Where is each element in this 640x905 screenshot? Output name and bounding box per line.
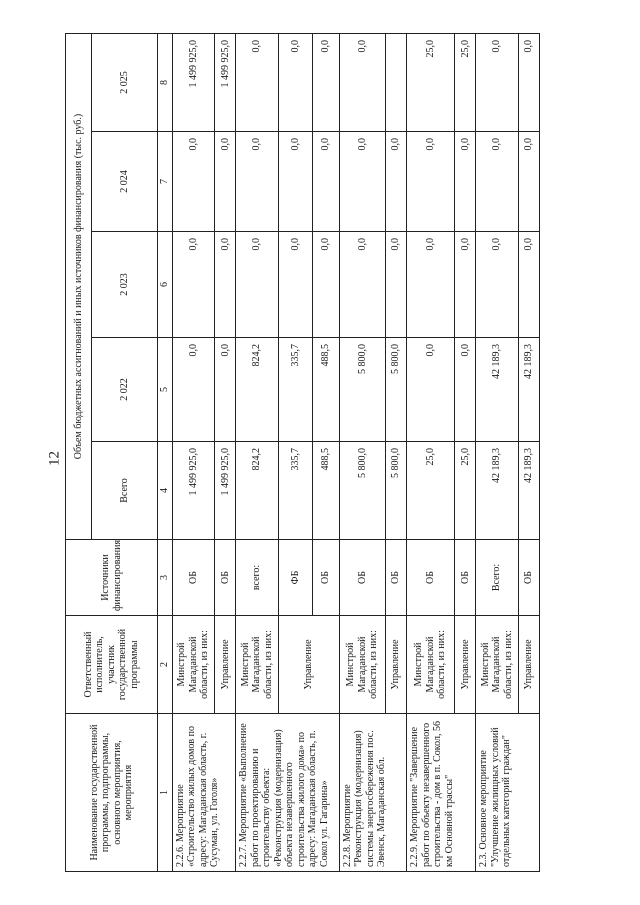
header-year-2022: 2 022 bbox=[92, 338, 158, 442]
executor-cell: Минстрой Магаданской области, из них: bbox=[407, 616, 455, 714]
executor-cell: Минстрой Магаданской области, из них: bbox=[339, 616, 385, 714]
table-row bbox=[172, 34, 215, 872]
table-row bbox=[339, 34, 385, 872]
amount-cell: 0,0 bbox=[313, 232, 340, 338]
amount-cell: 0,0 bbox=[385, 232, 406, 338]
amount-cell: 0,0 bbox=[236, 232, 278, 338]
funding-source-cell: ОБ bbox=[518, 540, 539, 616]
amount-cell: 42 189,3 bbox=[476, 338, 518, 442]
executor-cell: Минстрой Магаданской области, из них: bbox=[172, 616, 215, 714]
header-year-total: Всего bbox=[92, 442, 158, 540]
column-index-cell: 7 bbox=[158, 132, 173, 232]
amount-cell: 824,2 bbox=[236, 338, 278, 442]
amount-cell: 0,0 bbox=[455, 232, 476, 338]
header-funding-source: Источники финансирования bbox=[66, 540, 158, 616]
amount-cell: 0,0 bbox=[278, 34, 313, 132]
column-index-cell: 8 bbox=[158, 34, 173, 132]
table-row bbox=[236, 34, 278, 872]
table-body bbox=[172, 34, 540, 872]
activity-name-cell: 2.2.8. Мероприятие "Реконструкция (модернизация) системы энергосбережения пос. Эвенск, Магаданская обл. bbox=[339, 714, 406, 872]
amount-cell: 0,0 bbox=[476, 232, 518, 338]
header-budget-group: Объем бюджетных ассигнований и иных источников финансирования (тыс. руб.) bbox=[66, 34, 92, 540]
funding-source-cell: всего: bbox=[236, 540, 278, 616]
executor-cell: Управление bbox=[518, 616, 539, 714]
column-index-cell: 1 bbox=[158, 714, 173, 872]
amount-cell: 0,0 bbox=[172, 232, 215, 338]
amount-cell: 0,0 bbox=[278, 232, 313, 338]
amount-cell: 0,0 bbox=[313, 132, 340, 232]
funding-source-cell: ОБ bbox=[339, 540, 385, 616]
funding-source-cell: ОБ bbox=[407, 540, 455, 616]
amount-cell: 1 499 925,0 bbox=[172, 442, 215, 540]
amount-cell: 1 499 925,0 bbox=[215, 34, 236, 132]
amount-cell: 0,0 bbox=[172, 338, 215, 442]
column-index-row bbox=[158, 34, 173, 872]
amount-cell: 0,0 bbox=[215, 232, 236, 338]
amount-cell: 0,0 bbox=[518, 232, 539, 338]
amount-cell: 0,0 bbox=[172, 132, 215, 232]
funding-source-cell: ОБ bbox=[313, 540, 340, 616]
amount-cell bbox=[385, 34, 406, 132]
amount-cell: 5 800,0 bbox=[385, 442, 406, 540]
amount-cell: 42 189,3 bbox=[476, 442, 518, 540]
column-index-cell: 6 bbox=[158, 232, 173, 338]
amount-cell: 0,0 bbox=[407, 338, 455, 442]
amount-cell: 0,0 bbox=[236, 132, 278, 232]
amount-cell: 0,0 bbox=[476, 132, 518, 232]
amount-cell: 5 800,0 bbox=[385, 338, 406, 442]
amount-cell: 25,0 bbox=[407, 442, 455, 540]
executor-cell: Управление bbox=[215, 616, 236, 714]
amount-cell: 0,0 bbox=[215, 338, 236, 442]
column-index-cell: 5 bbox=[158, 338, 173, 442]
amount-cell: 0,0 bbox=[385, 132, 406, 232]
amount-cell: 25,0 bbox=[407, 34, 455, 132]
executor-cell: Управление bbox=[385, 616, 406, 714]
activity-name-cell: 2.3. Основное мероприятие "Улучшение жилищных условий отдельных категорий граждан" bbox=[476, 714, 540, 872]
column-index-cell: 2 bbox=[158, 616, 173, 714]
amount-cell: 1 499 925,0 bbox=[172, 34, 215, 132]
amount-cell: 335,7 bbox=[278, 442, 313, 540]
amount-cell: 0,0 bbox=[215, 132, 236, 232]
amount-cell: 25,0 bbox=[455, 442, 476, 540]
funding-source-cell: ОБ bbox=[385, 540, 406, 616]
amount-cell: 0,0 bbox=[407, 232, 455, 338]
activity-name-cell: 2.2.6. Мероприятие «Строительство жилых домов по адресу: Магаданская область, г. Сусуман, ул. Гоголя» bbox=[172, 714, 236, 872]
funding-source-cell: Всего: bbox=[476, 540, 518, 616]
amount-cell: 25,0 bbox=[455, 34, 476, 132]
header-program-name: Наименование государственной программы, подпрограммы, основного мероприятия, мероприятия bbox=[66, 714, 158, 872]
amount-cell: 0,0 bbox=[455, 132, 476, 232]
table-row bbox=[407, 34, 455, 872]
amount-cell: 335,7 bbox=[278, 338, 313, 442]
header-year-2023: 2 023 bbox=[92, 232, 158, 338]
executor-cell: Минстрой Магаданской области, из них: bbox=[236, 616, 278, 714]
funding-source-cell: ОБ bbox=[172, 540, 215, 616]
activity-name-cell: 2.2.9. Мероприятие "Завершение работ по объекту незавершенного строительства - дом в п. Сокол, 56 км Основной трассы" bbox=[407, 714, 476, 872]
activity-name-cell: 2.2.7. Мероприятие «Выполнение работ по проектированию и строительству объекта: «Реконструкция (модернизация) объекта незавершенного строительства жилого дома» по адресу: Магаданская область, п. Сокол ул. Гагарина» bbox=[236, 714, 339, 872]
page-number: 12 bbox=[46, 451, 63, 466]
amount-cell: 824,2 bbox=[236, 442, 278, 540]
amount-cell: 0,0 bbox=[407, 132, 455, 232]
amount-cell: 0,0 bbox=[339, 132, 385, 232]
header-executor: Ответственный исполнитель, участник государственной программы bbox=[66, 616, 158, 714]
amount-cell: 5 800,0 bbox=[339, 338, 385, 442]
funding-source-cell: ОБ bbox=[215, 540, 236, 616]
table-row bbox=[476, 34, 518, 872]
header-year-2024: 2 024 bbox=[92, 132, 158, 232]
amount-cell: 0,0 bbox=[339, 232, 385, 338]
amount-cell: 488,5 bbox=[313, 442, 340, 540]
executor-cell: Управление bbox=[455, 616, 476, 714]
funding-source-cell: ОБ bbox=[455, 540, 476, 616]
amount-cell: 42 189,3 bbox=[518, 338, 539, 442]
column-index-cell: 4 bbox=[158, 442, 173, 540]
amount-cell: 1 499 925,0 bbox=[215, 442, 236, 540]
amount-cell: 5 800,0 bbox=[339, 442, 385, 540]
executor-cell: Минстрой Магаданской области, из них: bbox=[476, 616, 518, 714]
amount-cell: 0,0 bbox=[518, 34, 539, 132]
amount-cell: 0,0 bbox=[313, 34, 340, 132]
amount-cell: 0,0 bbox=[455, 338, 476, 442]
amount-cell: 42 189,3 bbox=[518, 442, 539, 540]
amount-cell: 488,5 bbox=[313, 338, 340, 442]
funding-source-cell: ФБ bbox=[278, 540, 313, 616]
amount-cell: 0,0 bbox=[278, 132, 313, 232]
amount-cell: 0,0 bbox=[476, 34, 518, 132]
financing-table bbox=[65, 33, 540, 872]
column-index-cell: 3 bbox=[158, 540, 173, 616]
amount-cell: 0,0 bbox=[518, 132, 539, 232]
amount-cell: 0,0 bbox=[339, 34, 385, 132]
executor-cell: Управление bbox=[278, 616, 339, 714]
amount-cell: 0,0 bbox=[236, 34, 278, 132]
header-year-2025: 2 025 bbox=[92, 34, 158, 132]
